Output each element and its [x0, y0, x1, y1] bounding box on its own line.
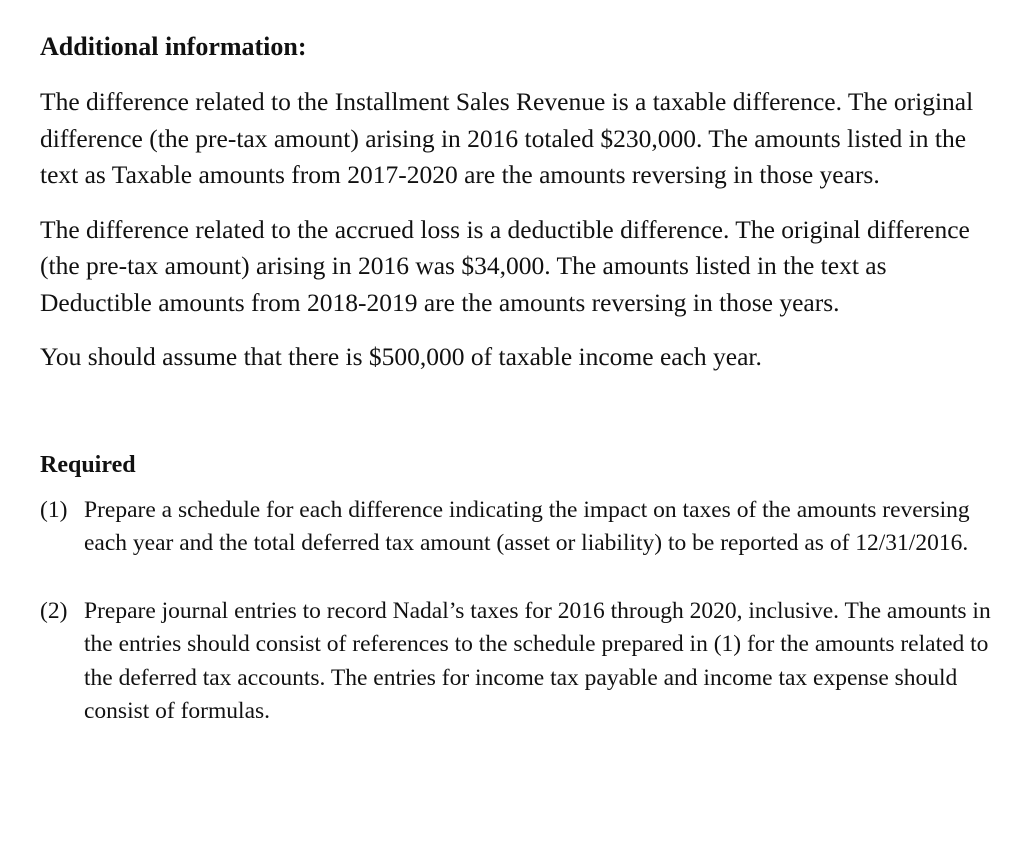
- document-page: [40, 28, 1000, 729]
- required-item-2: [40, 595, 1000, 729]
- required-heading: Required: [40, 451, 136, 478]
- required-item-1-number: (1): [40, 496, 68, 523]
- required-item-2-number: (2): [40, 597, 68, 624]
- required-item-2-text: Prepare journal entries to record Nadal’s taxes for 2016 through 2020, inclusive. The amounts in the entries should consist of references to the schedule prepared in (1) for the amounts related to the deferred tax accounts. The entries for income tax payable and income tax expense should consist of formulas.: [84, 597, 991, 724]
- additional-information-heading: Additional information:: [40, 32, 307, 61]
- accrued-loss-paragraph: The difference related to the accrued loss is a deductible difference. The original difference (the pre-tax amount) arising in 2016 was $34,000. The amounts listed in the text as Deductible amounts from 2018-2019 are the amounts reversing in those years.: [40, 214, 970, 317]
- required-item-1-text: Prepare a schedule for each difference indicating the impact on taxes of the amounts reversing each year and the total deferred tax amount (asset or liability) to be reported as of 12/31/2016.: [84, 496, 970, 556]
- taxable-income-paragraph: You should assume that there is $500,000 of taxable income each year.: [40, 342, 762, 371]
- required-item-1: [40, 494, 1000, 561]
- installment-sales-paragraph: The difference related to the Installment Sales Revenue is a taxable difference. The original difference (the pre-tax amount) arising in 2016 totaled $230,000. The amounts listed in the text as Taxable amounts from 2017-2020 are the amounts reversing in those years.: [40, 87, 974, 189]
